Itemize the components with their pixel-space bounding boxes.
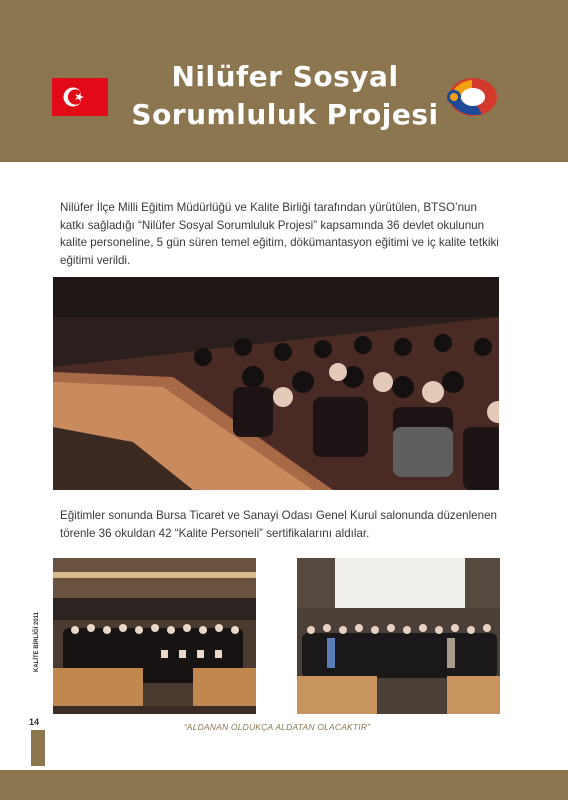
title-line-1: Nilüfer Sosyal xyxy=(171,60,399,93)
side-accent-bar xyxy=(31,730,45,766)
intro-paragraph: Nilüfer İlçe Milli Eğitim Müdürlüğü ve Kalite Birliği tarafından yürütülen, BTSO’nun katkı sağladığı “Nilüfer Sosyal Sorumluluk Projesi” kapsamında 36 devlet okulunun kalite personeline, 5 gün süren temel eğitim, dökümantasyon eğitimi ve iç kalite tetkiki eğitimi verildi. xyxy=(60,201,499,267)
auditorium-photo xyxy=(53,277,499,490)
kalite-birligi-logo-icon xyxy=(442,75,500,119)
ceremony-group-photo-right xyxy=(297,558,500,714)
turkish-flag-icon xyxy=(52,78,108,116)
ceremony-caption: Eğitimler sonunda Bursa Ticaret ve Sanayi Odası Genel Kurul salonunda düzenlenen törenle 36 okuldan 42 “Kalite Personeli” sertifikalarını aldılar. xyxy=(60,509,497,540)
title-line-2: Sorumluluk Projesi xyxy=(131,98,439,131)
side-label: KALİTE BİRLİĞİ 2011 xyxy=(34,611,40,672)
page-number: 14 xyxy=(29,717,40,727)
page-footer-bar xyxy=(0,770,568,800)
ceremony-group-photo-left xyxy=(53,558,256,714)
page-title xyxy=(120,58,450,134)
motto-text: “ALDANAN OLDUKÇA ALDATAN OLACAKTIR” xyxy=(183,722,371,732)
